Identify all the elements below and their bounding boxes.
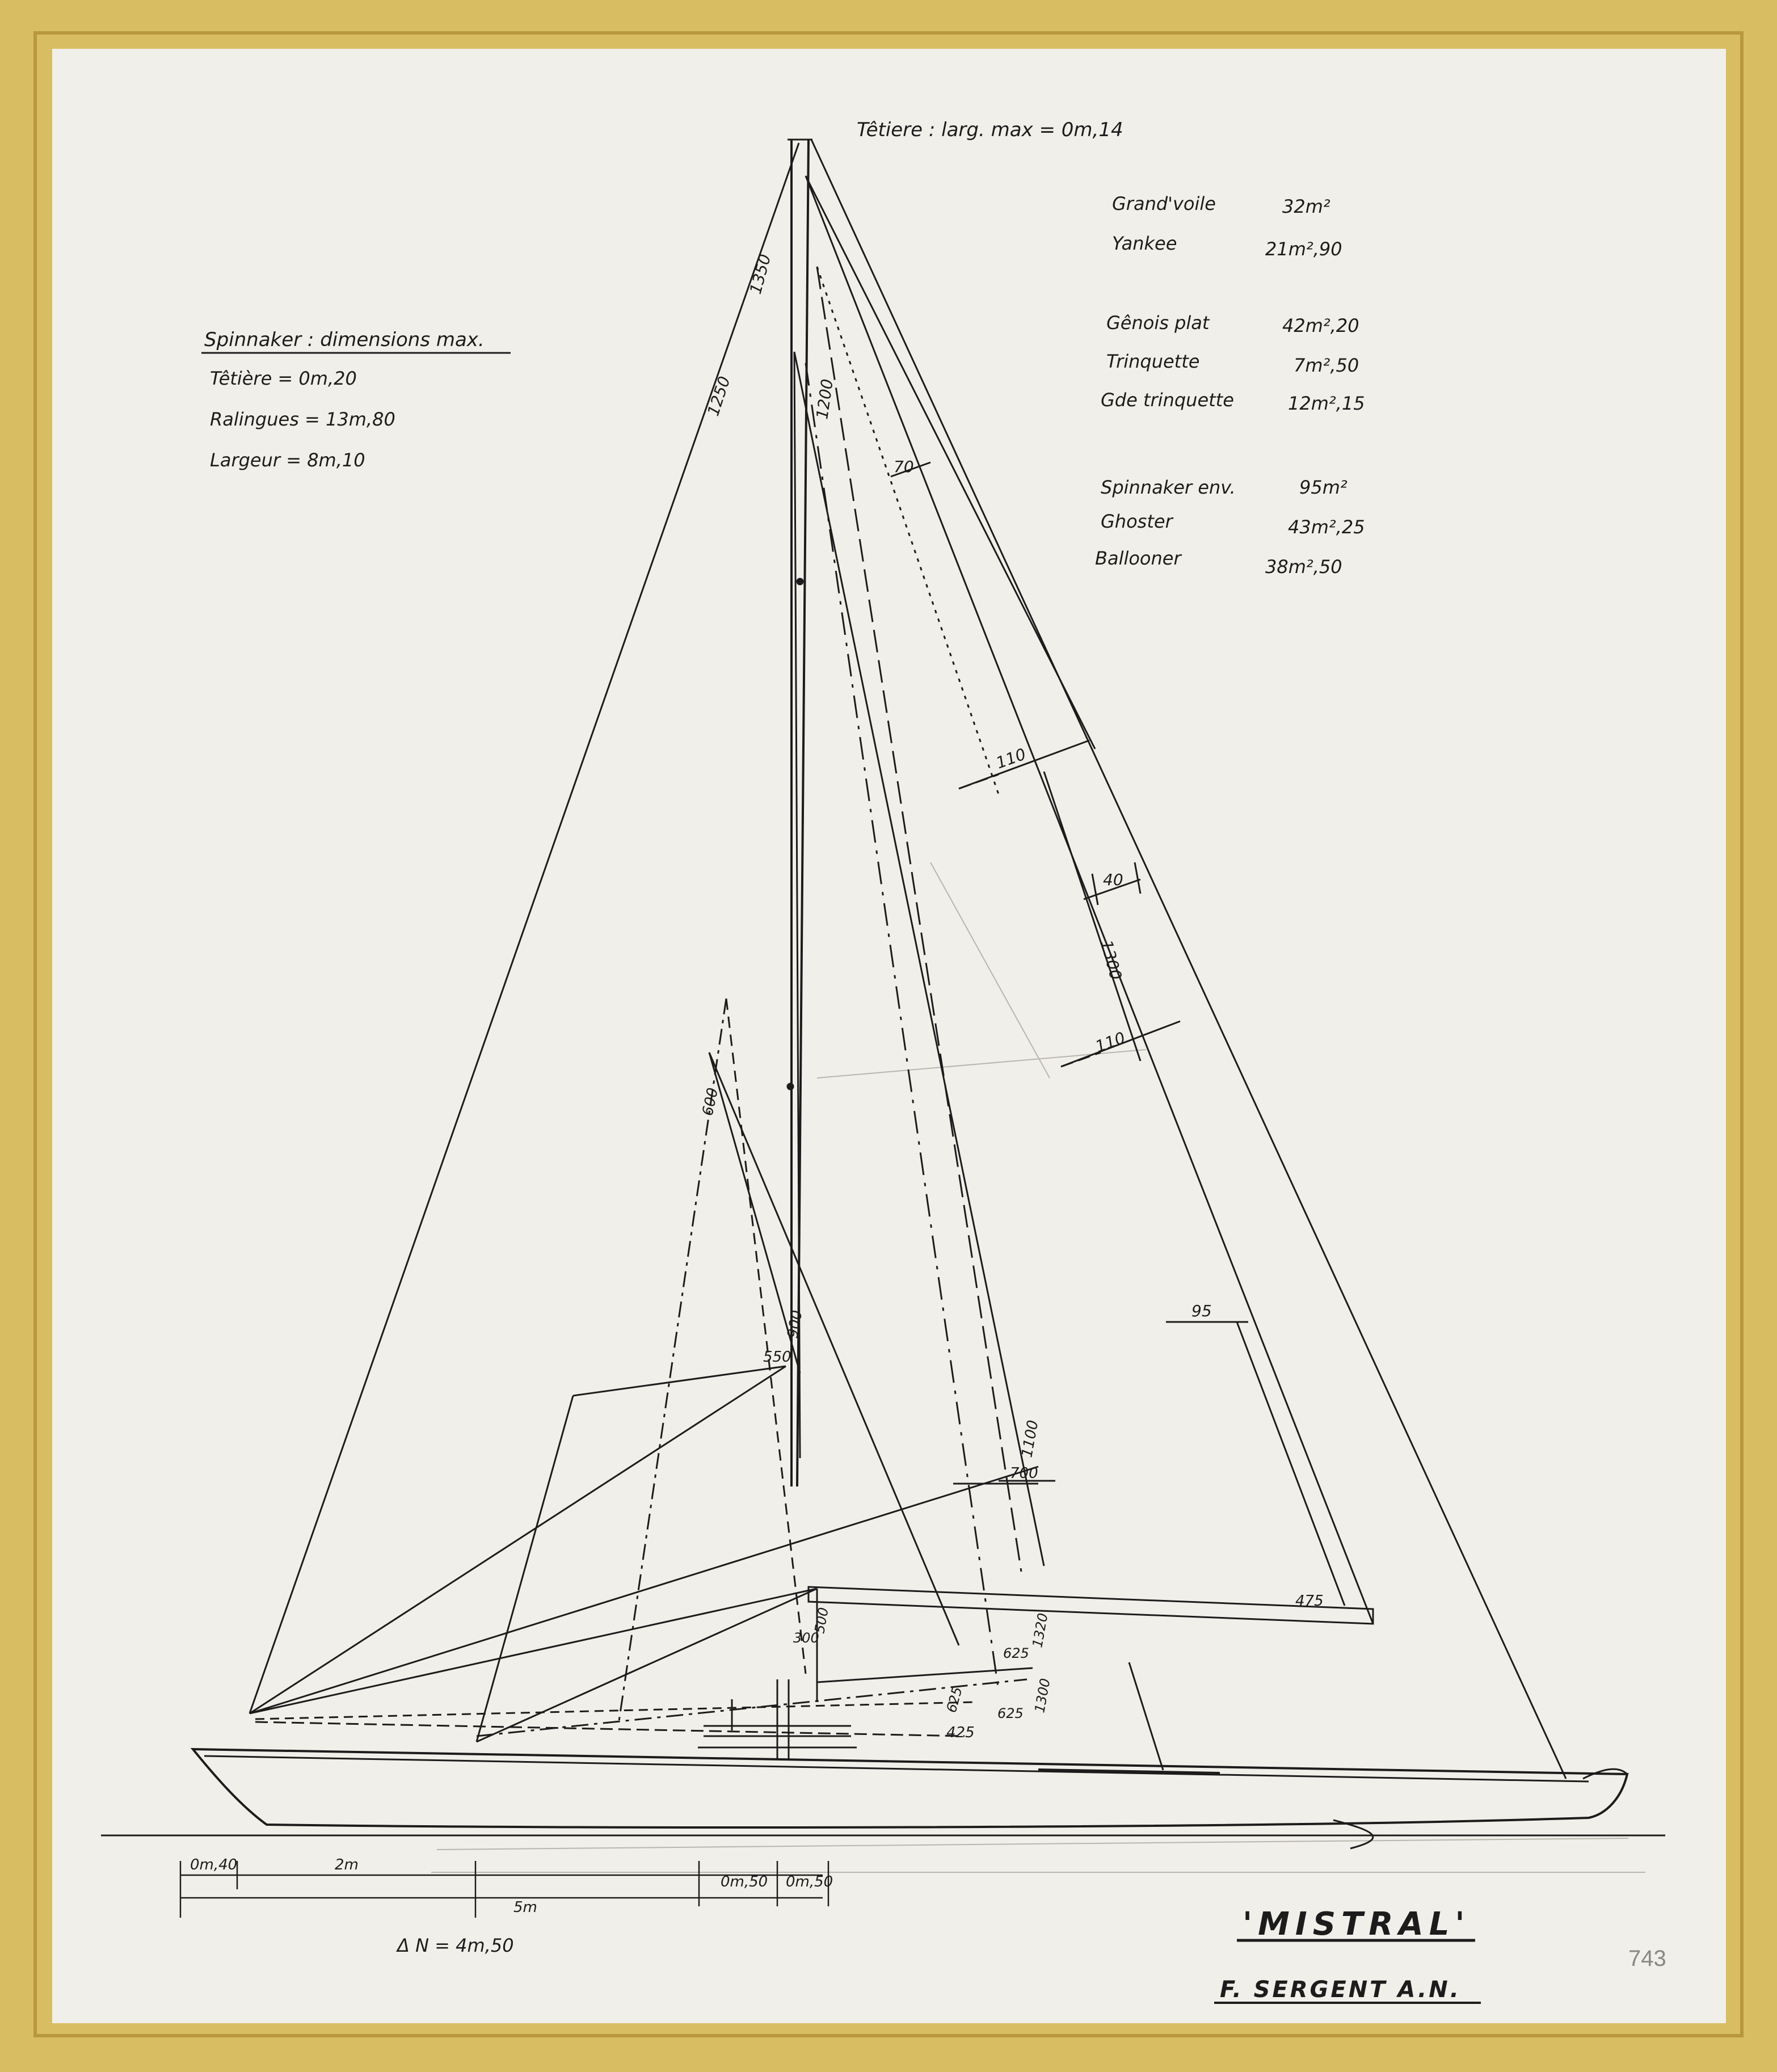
boat-name: 'MISTRAL' <box>1243 1906 1471 1943</box>
sail-name-gde-trinquette: Gde trinquette <box>1101 389 1234 411</box>
dim-425: 425 <box>946 1724 975 1741</box>
sail-area-trinquette: 7m²,50 <box>1294 355 1359 376</box>
displacement: Δ N = 4m,50 <box>397 1935 514 1956</box>
sail-name-yankee: Yankee <box>1112 233 1177 254</box>
dim-600: 600 <box>699 1086 722 1118</box>
dim-1100: 1100 <box>1018 1418 1042 1459</box>
dim-700: 700 <box>1010 1465 1038 1482</box>
dim-1300: 1300 <box>1097 938 1126 982</box>
spinnaker-spec-row-2: Largeur = 8m,10 <box>210 449 365 471</box>
sail-area-genois: 42m²,20 <box>1282 315 1359 336</box>
dim-1320: 1320 <box>1029 1612 1051 1649</box>
sail-name-genois: Gênois plat <box>1106 312 1210 334</box>
dim-1300-lower: 1300 <box>1031 1677 1054 1715</box>
dim-1250: 1250 <box>704 374 734 419</box>
base-dim-0-50-a: 0m,50 <box>721 1873 768 1890</box>
spinnaker-spec-row-0: Têtière = 0m,20 <box>210 368 357 389</box>
spinnaker-spec-title: Spinnaker : dimensions max. <box>204 329 485 351</box>
spinnaker-spec-row-1: Ralingues = 13m,80 <box>210 408 395 430</box>
dim-110-lower: 110 <box>1093 1028 1128 1056</box>
sail-name-grandvoile: Grand'voile <box>1112 193 1216 214</box>
dim-300: 300 <box>793 1630 819 1646</box>
dim-900: 900 <box>784 1309 806 1340</box>
dim-1350: 1350 <box>746 252 775 296</box>
base-dim-2m: 2m <box>335 1856 359 1873</box>
dim-475: 475 <box>1295 1593 1324 1610</box>
sail-area-yankee: 21m²,90 <box>1265 238 1342 260</box>
dim-110-upper: 110 <box>993 744 1029 773</box>
sail-name-spinnaker: Spinnaker env. <box>1101 477 1236 498</box>
dim-95: 95 <box>1191 1302 1212 1320</box>
sail-area-gde-trinquette: 12m²,15 <box>1288 393 1365 414</box>
dim-625-b: 625 <box>943 1685 966 1715</box>
dim-1200: 1200 <box>812 377 837 420</box>
sail-area-ghoster: 43m²,25 <box>1288 516 1365 538</box>
dim-625-c: 625 <box>997 1705 1024 1721</box>
sheet-number: 743 <box>1628 1946 1666 1971</box>
base-dim-5m: 5m <box>513 1899 537 1916</box>
base-dim-0-50-b: 0m,50 <box>786 1873 833 1890</box>
dim-40: 40 <box>1103 870 1123 889</box>
sail-name-ballooner: Ballooner <box>1095 548 1181 569</box>
sail-area-ballooner: 38m²,50 <box>1265 556 1342 578</box>
sail-area-spinnaker: 95m² <box>1299 477 1348 498</box>
base-dim-0-40: 0m,40 <box>190 1856 238 1873</box>
sail-name-ghoster: Ghoster <box>1101 511 1173 532</box>
dim-550: 550 <box>763 1349 791 1366</box>
designer: F. SERGENT A.N. <box>1220 1977 1461 2003</box>
sail-area-grandvoile: 32m² <box>1282 196 1330 217</box>
sail-name-trinquette: Trinquette <box>1106 351 1200 372</box>
dim-500: 500 <box>811 1606 832 1635</box>
dim-70: 70 <box>894 457 914 476</box>
dim-625-a: 625 <box>1003 1645 1029 1661</box>
tetiere-note: Têtiere : larg. max = 0m,14 <box>857 119 1123 141</box>
